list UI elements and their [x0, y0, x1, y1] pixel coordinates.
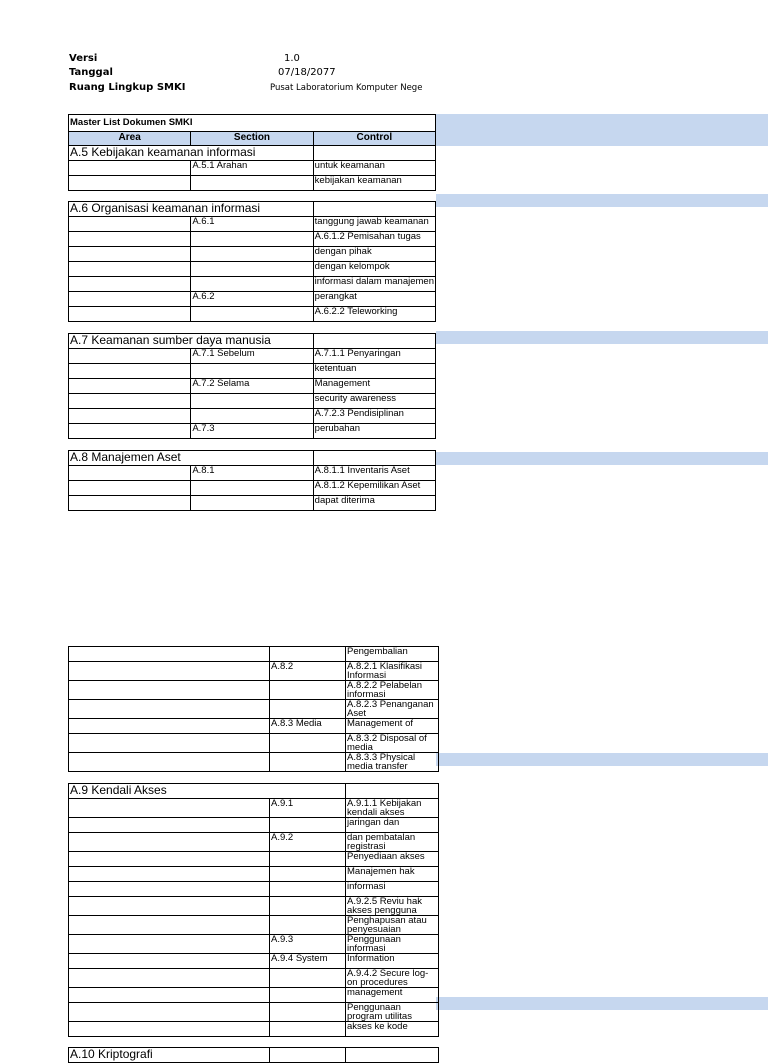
- table-row: security awareness: [69, 394, 436, 409]
- table-row: kebijakan keamanan: [69, 176, 436, 191]
- column-header-row: [69, 132, 436, 146]
- table-row: ketentuan: [69, 364, 436, 379]
- col-header-control: Control: [313, 132, 435, 146]
- section-row-a7: [69, 334, 436, 349]
- tanggal-value: 07/18/2077: [278, 67, 336, 78]
- table-row: dengan pihak: [69, 247, 436, 262]
- section-title: A.7 Keamanan sumber daya manusia: [69, 334, 314, 349]
- table-row: A.7.1 Sebelum A.7.1.1 Penyaringan: [69, 349, 436, 364]
- table-row: A.9.1 A.9.1.1 Kebijakan kendali akses: [69, 799, 439, 818]
- section-title: A.10 Kriptografi: [69, 1048, 270, 1063]
- separator-band: [436, 753, 768, 766]
- versi-label: Versi: [69, 53, 98, 64]
- table-row: A.9.2 dan pembatalan registrasi: [69, 833, 439, 852]
- table-row: Pengembalian: [69, 647, 439, 662]
- separator-band: [436, 194, 768, 207]
- table-row: A.9.4.2 Secure log-on procedures: [69, 969, 439, 988]
- section-title: A.9 Kendali Akses: [69, 784, 346, 799]
- section-row-a8: [69, 451, 436, 466]
- master-list-table-continued: [68, 646, 439, 1063]
- table-row: A.7.2.3 Pendisiplinan: [69, 409, 436, 424]
- section-row-a10: [69, 1048, 439, 1063]
- table-row: Penyediaan akses: [69, 852, 439, 867]
- col-header-section: Section: [191, 132, 313, 146]
- table-row: A.8.3.2 Disposal of media: [69, 734, 439, 753]
- table-row: A.6.2.2 Teleworking: [69, 307, 436, 322]
- col-header-area: Area: [69, 132, 191, 146]
- table-row: Penggunaan program utilitas: [69, 1003, 439, 1022]
- table-row: A.8.3 Media Management of: [69, 719, 439, 734]
- table-title: Master List Dokumen SMKI: [69, 115, 436, 132]
- table-row: A.9.4 System Information: [69, 954, 439, 969]
- section-title: A.5 Kebijakan keamanan informasi: [69, 146, 314, 161]
- table-row: A.8.1.2 Kepemilikan Aset: [69, 481, 436, 496]
- table-row: A.9.2.5 Reviu hak akses pengguna: [69, 897, 439, 916]
- table-row: akses ke kode: [69, 1022, 439, 1037]
- table-row: A.8.2.2 Pelabelan informasi: [69, 681, 439, 700]
- table-row: informasi: [69, 882, 439, 897]
- table-row: Penghapusan atau penyesuaian: [69, 916, 439, 935]
- table-row: A.6.1 tanggung jawab keamanan: [69, 217, 436, 232]
- table-row: management: [69, 988, 439, 1003]
- table-row: dengan kelompok: [69, 262, 436, 277]
- tanggal-label: Tanggal: [69, 67, 113, 78]
- separator-band: [436, 452, 768, 465]
- ruang-lingkup-value: Pusat Laboratorium Komputer Nege: [270, 83, 423, 93]
- table-title-row: [69, 115, 436, 132]
- section-title: A.8 Manajemen Aset: [69, 451, 314, 466]
- table-row: A.6.2 perangkat: [69, 292, 436, 307]
- section-row-a6: [69, 202, 436, 217]
- ruang-lingkup-label: Ruang Lingkup SMKI: [69, 82, 186, 93]
- table-row: A.7.2 Selama Management: [69, 379, 436, 394]
- table-row: dapat diterima: [69, 496, 436, 511]
- table-row: A.8.3.3 Physical media transfer: [69, 753, 439, 772]
- table-row: informasi dalam manajemen: [69, 277, 436, 292]
- table-row: A.8.1 A.8.1.1 Inventaris Aset: [69, 466, 436, 481]
- separator-band: [436, 331, 768, 344]
- master-list-table: [68, 114, 436, 511]
- table-row: A.7.3 perubahan: [69, 424, 436, 439]
- versi-value: 1.0: [284, 53, 300, 64]
- table-row: A.6.1.2 Pemisahan tugas: [69, 232, 436, 247]
- table-row: A.5.1 Arahan untuk keamanan: [69, 161, 436, 176]
- table-row: A.9.3 Penggunaan informasi: [69, 935, 439, 954]
- header-band: [436, 114, 768, 146]
- section-title: A.6 Organisasi keamanan informasi: [69, 202, 314, 217]
- table-row: A.8.2 A.8.2.1 Klasifikasi Informasi: [69, 662, 439, 681]
- section-row-a9: [69, 784, 439, 799]
- separator-band: [436, 997, 768, 1010]
- table-row: A.8.2.3 Penanganan Aset: [69, 700, 439, 719]
- table-row: Manajemen hak: [69, 867, 439, 882]
- table-row: jaringan dan: [69, 818, 439, 833]
- section-row-a5: [69, 146, 436, 161]
